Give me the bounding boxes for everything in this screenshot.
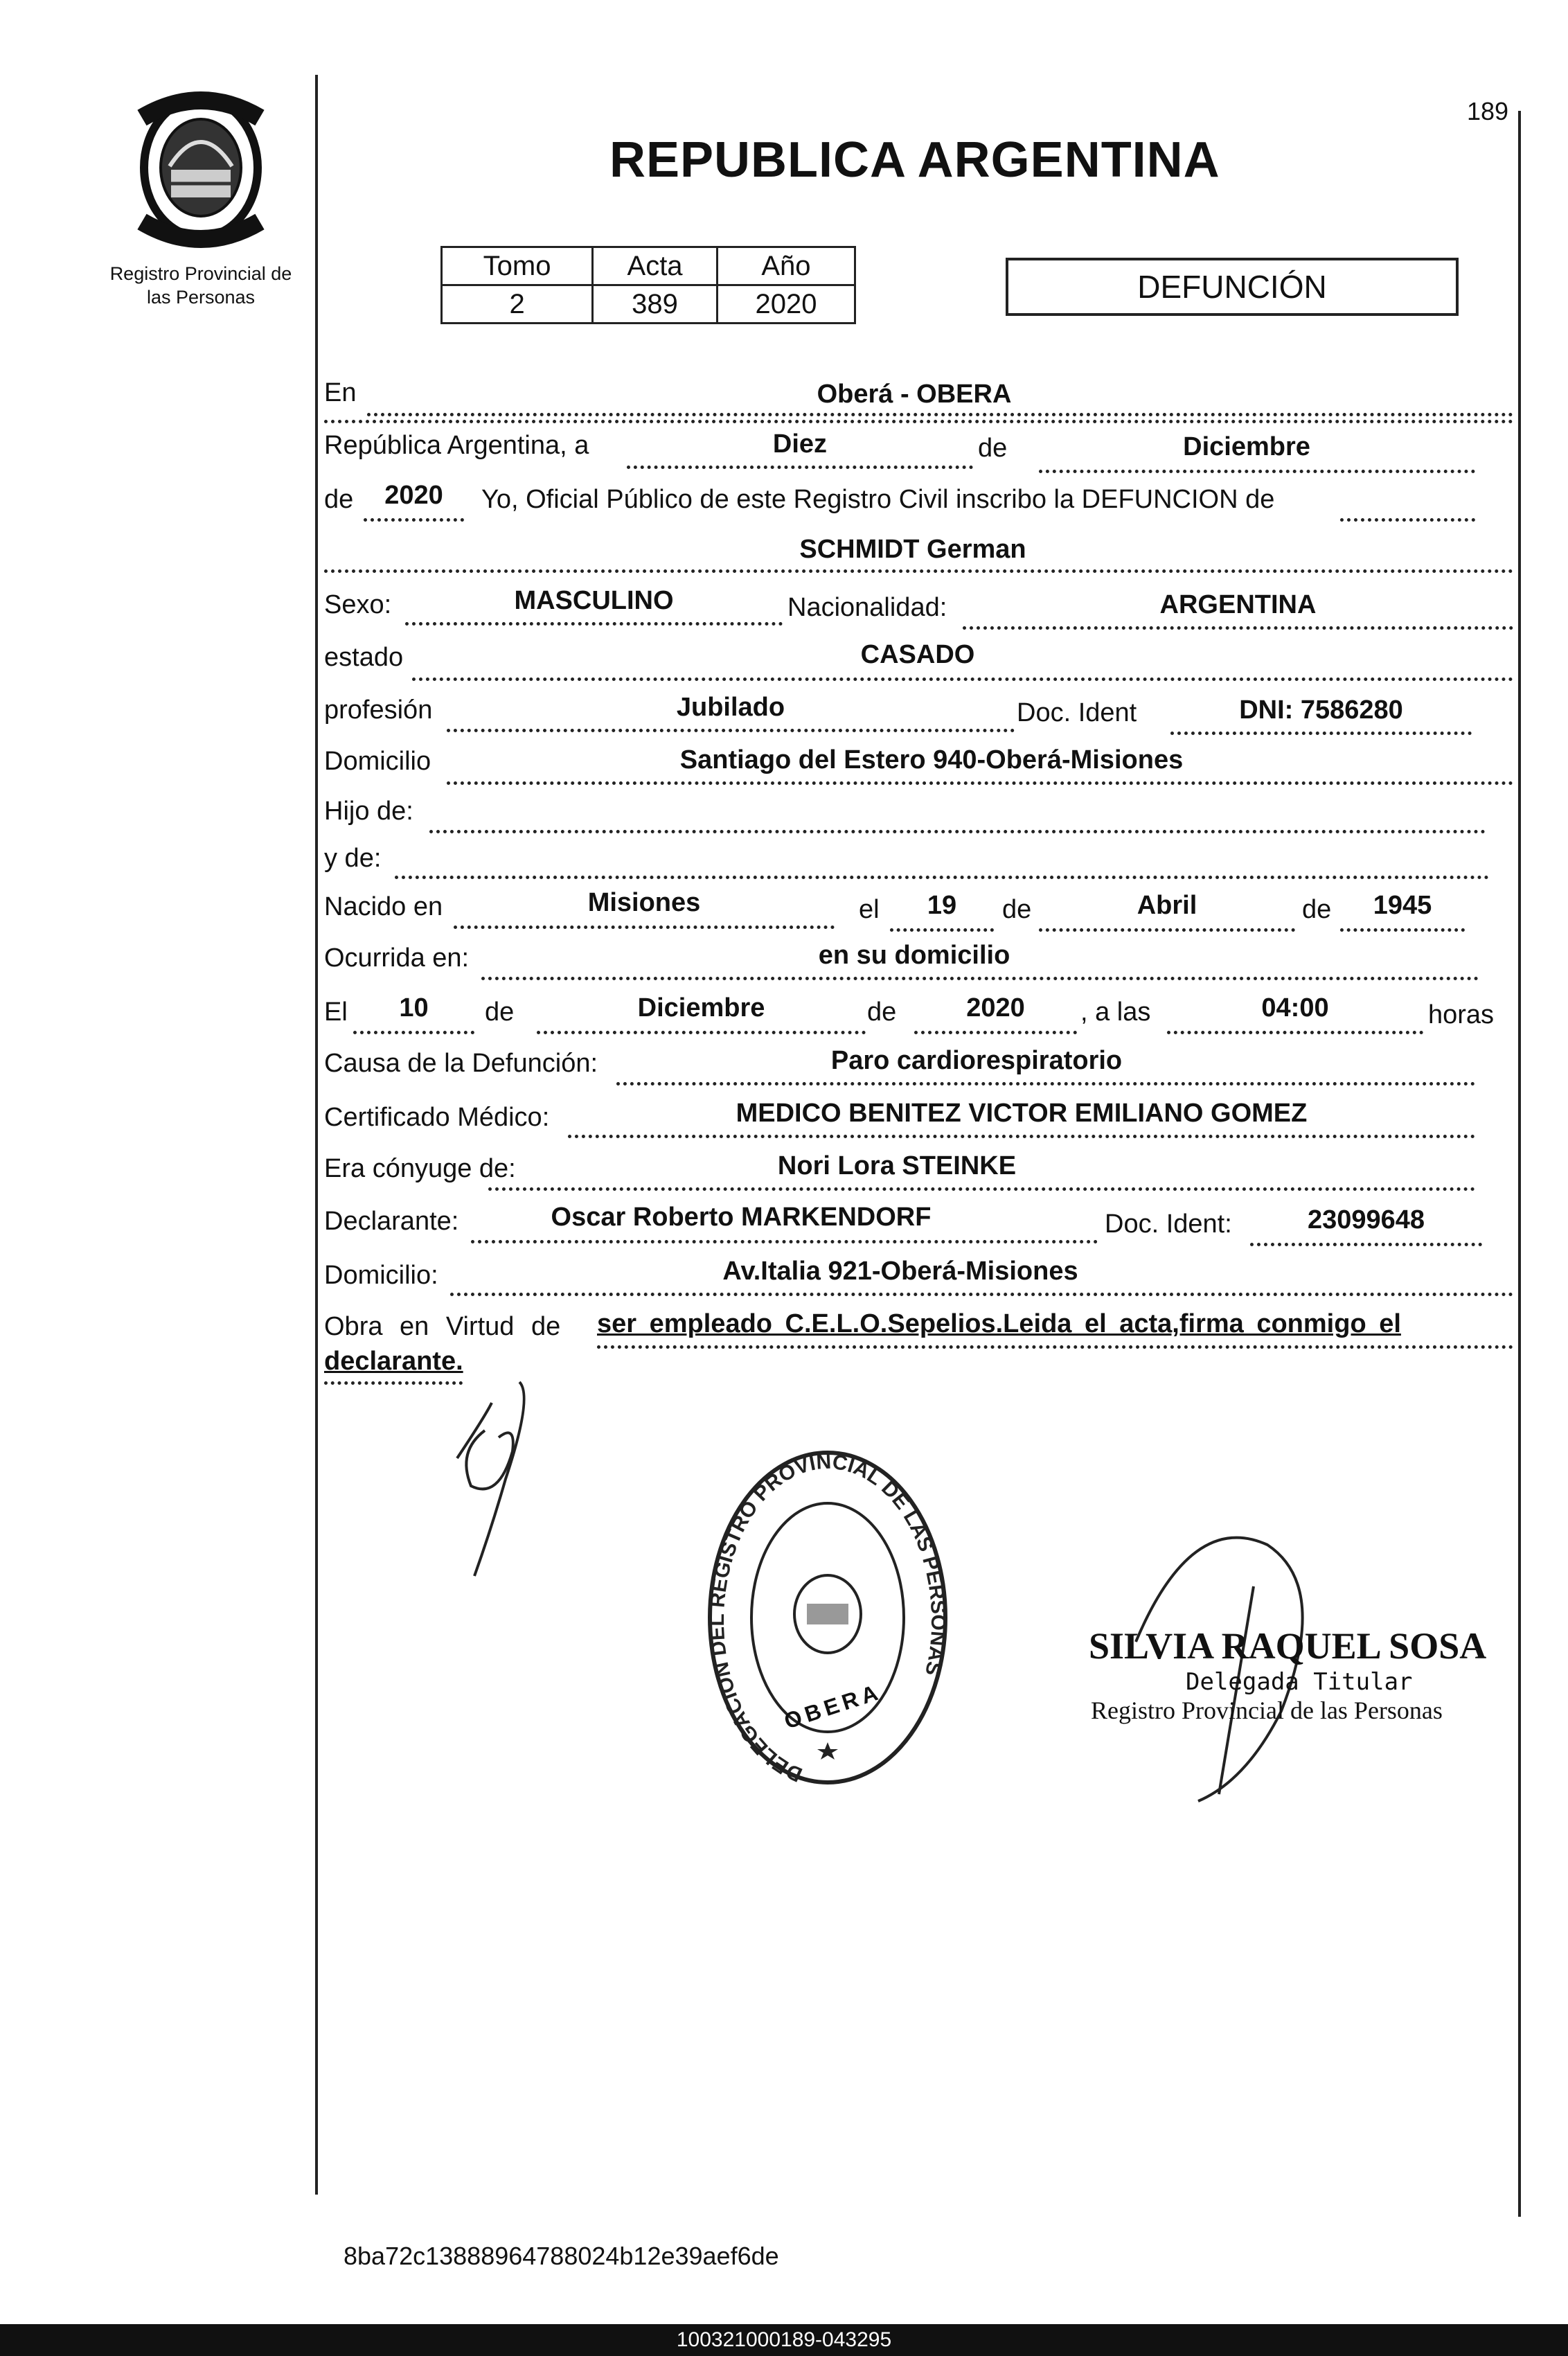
profesion-dots — [447, 729, 1015, 732]
month-value: Diciembre — [1183, 432, 1310, 461]
oficial-dots — [1340, 518, 1475, 522]
domicilio-label: Domicilio — [324, 747, 431, 776]
registry-label-line1: Registro Provincial de — [109, 263, 292, 284]
obra-dots — [597, 1345, 1513, 1349]
declarante-value: Oscar Roberto MARKENDORF — [551, 1203, 932, 1232]
estado-value: CASADO — [860, 640, 975, 669]
nacido-de2-label: de — [1302, 895, 1332, 924]
horas-label: horas — [1428, 1000, 1495, 1029]
obra-label: Obra en Virtud de — [324, 1312, 561, 1341]
year-dots — [364, 518, 464, 522]
ocurrida-label: Ocurrida en: — [324, 944, 470, 973]
fallec-anio: 2020 — [966, 993, 1025, 1022]
domicilio-dots — [447, 781, 1513, 785]
province-logo — [128, 90, 274, 249]
obra-value: ser empleado C.E.L.O.Sepelios.Leida el acta,firma conmigo el — [597, 1309, 1401, 1338]
en-value: Oberá - OBERA — [817, 380, 1012, 409]
nacido-el-label: el — [859, 895, 880, 924]
de-label-2: de — [324, 485, 354, 514]
nacido-mes: Abril — [1137, 891, 1197, 920]
nacionalidad-value: ARGENTINA — [1159, 590, 1317, 619]
page-title: REPUBLICA ARGENTINA — [609, 132, 1220, 188]
el-de1-label: de — [485, 998, 515, 1027]
causa-label: Causa de la Defunción: — [324, 1049, 598, 1078]
en-label: En — [324, 378, 357, 407]
estado-label: estado — [324, 643, 404, 672]
table-value-tomo: 2 — [442, 285, 593, 324]
footer-bar — [0, 2324, 1568, 2356]
registry-label-line2: las Personas — [146, 287, 256, 308]
nacionalidad-dots — [963, 626, 1513, 630]
registrar-name: SILVIA RAQUEL SOSA — [1089, 1625, 1487, 1667]
record-table — [440, 246, 856, 324]
doc-ident-value: DNI: 7586280 — [1239, 696, 1403, 725]
name-dots — [324, 569, 1513, 573]
official-stamp — [706, 1448, 949, 1787]
table-value-anio: 2020 — [717, 285, 855, 324]
yde-label: y de: — [324, 844, 382, 873]
fallec-anio-dots — [914, 1031, 1077, 1034]
nacido-mes-dots — [1039, 928, 1295, 932]
decl-domicilio-value: Av.Italia 921-Oberá-Misiones — [722, 1257, 1078, 1286]
nacido-anio-dots — [1340, 928, 1465, 932]
obra-value-line2: declarante. — [324, 1347, 463, 1376]
nacido-anio: 1945 — [1373, 891, 1432, 920]
domicilio-value: Santiago del Estero 940-Oberá-Misiones — [679, 745, 1184, 774]
conyuge-value: Nori Lora STEINKE — [777, 1151, 1017, 1180]
hijo-dots — [429, 830, 1486, 833]
fallec-hora-dots — [1167, 1031, 1423, 1034]
sexo-value: MASCULINO — [514, 586, 674, 615]
table-header-acta: Acta — [593, 247, 718, 285]
nacido-dia-dots — [890, 928, 994, 932]
certificado-label: Certificado Médico: — [324, 1103, 550, 1132]
profesion-value: Jubilado — [676, 693, 785, 722]
sexo-label: Sexo: — [324, 590, 392, 619]
registrar-title: Delegada Titular — [1186, 1668, 1413, 1696]
estado-dots — [412, 677, 1513, 681]
sexo-dots — [405, 622, 783, 626]
en-dots — [367, 413, 1513, 416]
certificado-dots — [568, 1135, 1475, 1138]
table-value-acta: 389 — [593, 285, 718, 324]
declarant-signature — [443, 1375, 554, 1583]
nacido-dia: 19 — [927, 891, 957, 920]
table-header-anio: Año — [717, 247, 855, 285]
alas-label: , a las — [1080, 998, 1151, 1027]
oficial-text: Yo, Oficial Público de este Registro Civil inscribo la DEFUNCION de — [481, 485, 1275, 514]
table-header-tomo: Tomo — [442, 247, 593, 285]
year-value: 2020 — [384, 481, 443, 510]
certificado-value: MEDICO BENITEZ VICTOR EMILIANO GOMEZ — [736, 1099, 1308, 1128]
nacionalidad-label: Nacionalidad: — [787, 593, 947, 622]
fallec-mes: Diciembre — [637, 993, 765, 1022]
decl-doc-label: Doc. Ident: — [1105, 1210, 1232, 1239]
nacido-label: Nacido en — [324, 892, 443, 921]
decl-domicilio-label: Domicilio: — [324, 1261, 438, 1290]
republica-label: República Argentina, a — [324, 431, 589, 460]
doc-type-label: DEFUNCIÓN — [1137, 269, 1327, 305]
de-label-1: de — [978, 434, 1008, 463]
causa-value: Paro cardiorespiratorio — [830, 1046, 1123, 1075]
hijo-label: Hijo de: — [324, 797, 413, 826]
stamp-city: OBERA — [781, 1679, 885, 1734]
decl-doc-value: 23099648 — [1307, 1205, 1425, 1234]
deceased-name: SCHMIDT German — [799, 535, 1026, 564]
el-label: El — [324, 998, 348, 1027]
right-border-line — [1518, 111, 1521, 2217]
nacido-lugar-dots — [454, 925, 835, 929]
left-border-line — [315, 75, 318, 2195]
day-word: Diez — [772, 429, 828, 459]
month-dots — [1039, 470, 1475, 473]
declarante-dots — [471, 1240, 1098, 1243]
fallec-mes-dots — [537, 1031, 866, 1034]
document-hash: 8ba72c13888964788024b12e39aef6de — [344, 2242, 779, 2270]
decl-domicilio-dots — [450, 1293, 1513, 1296]
decl-doc-dots — [1250, 1243, 1482, 1246]
registry-label — [83, 262, 319, 309]
doc-ident-label: Doc. Ident — [1017, 698, 1137, 727]
nacido-de1-label: de — [1002, 895, 1032, 924]
declarante-label: Declarante: — [324, 1207, 459, 1236]
el-de2-label: de — [867, 998, 897, 1027]
day-dots — [627, 466, 973, 469]
ocurrida-value: en su domicilio — [818, 941, 1010, 970]
footer-code: 100321000189-043295 — [676, 2328, 892, 2351]
stamp-ring-text: DELEGACION DEL REGISTRO PROVINCIAL DE LAS PERSONAS — [706, 1450, 949, 1787]
conyuge-dots — [488, 1187, 1475, 1191]
registrar-office: Registro Provincial de las Personas — [1091, 1697, 1443, 1724]
obra-dots-2 — [324, 1381, 463, 1385]
doc-type-box — [1006, 258, 1459, 316]
profesion-label: profesión — [324, 696, 433, 725]
yde-dots — [395, 876, 1489, 879]
nacido-lugar: Misiones — [587, 888, 701, 917]
en-dots-2 — [324, 420, 1513, 423]
page-number: 189 — [1467, 97, 1509, 125]
ocurrida-dots — [481, 977, 1479, 980]
fallec-hora: 04:00 — [1261, 993, 1329, 1022]
causa-dots — [616, 1082, 1475, 1086]
doc-ident-dots — [1170, 732, 1472, 735]
fallec-dia: 10 — [399, 993, 429, 1022]
conyuge-label: Era cónyuge de: — [324, 1154, 516, 1183]
fallec-dia-dots — [353, 1031, 474, 1034]
